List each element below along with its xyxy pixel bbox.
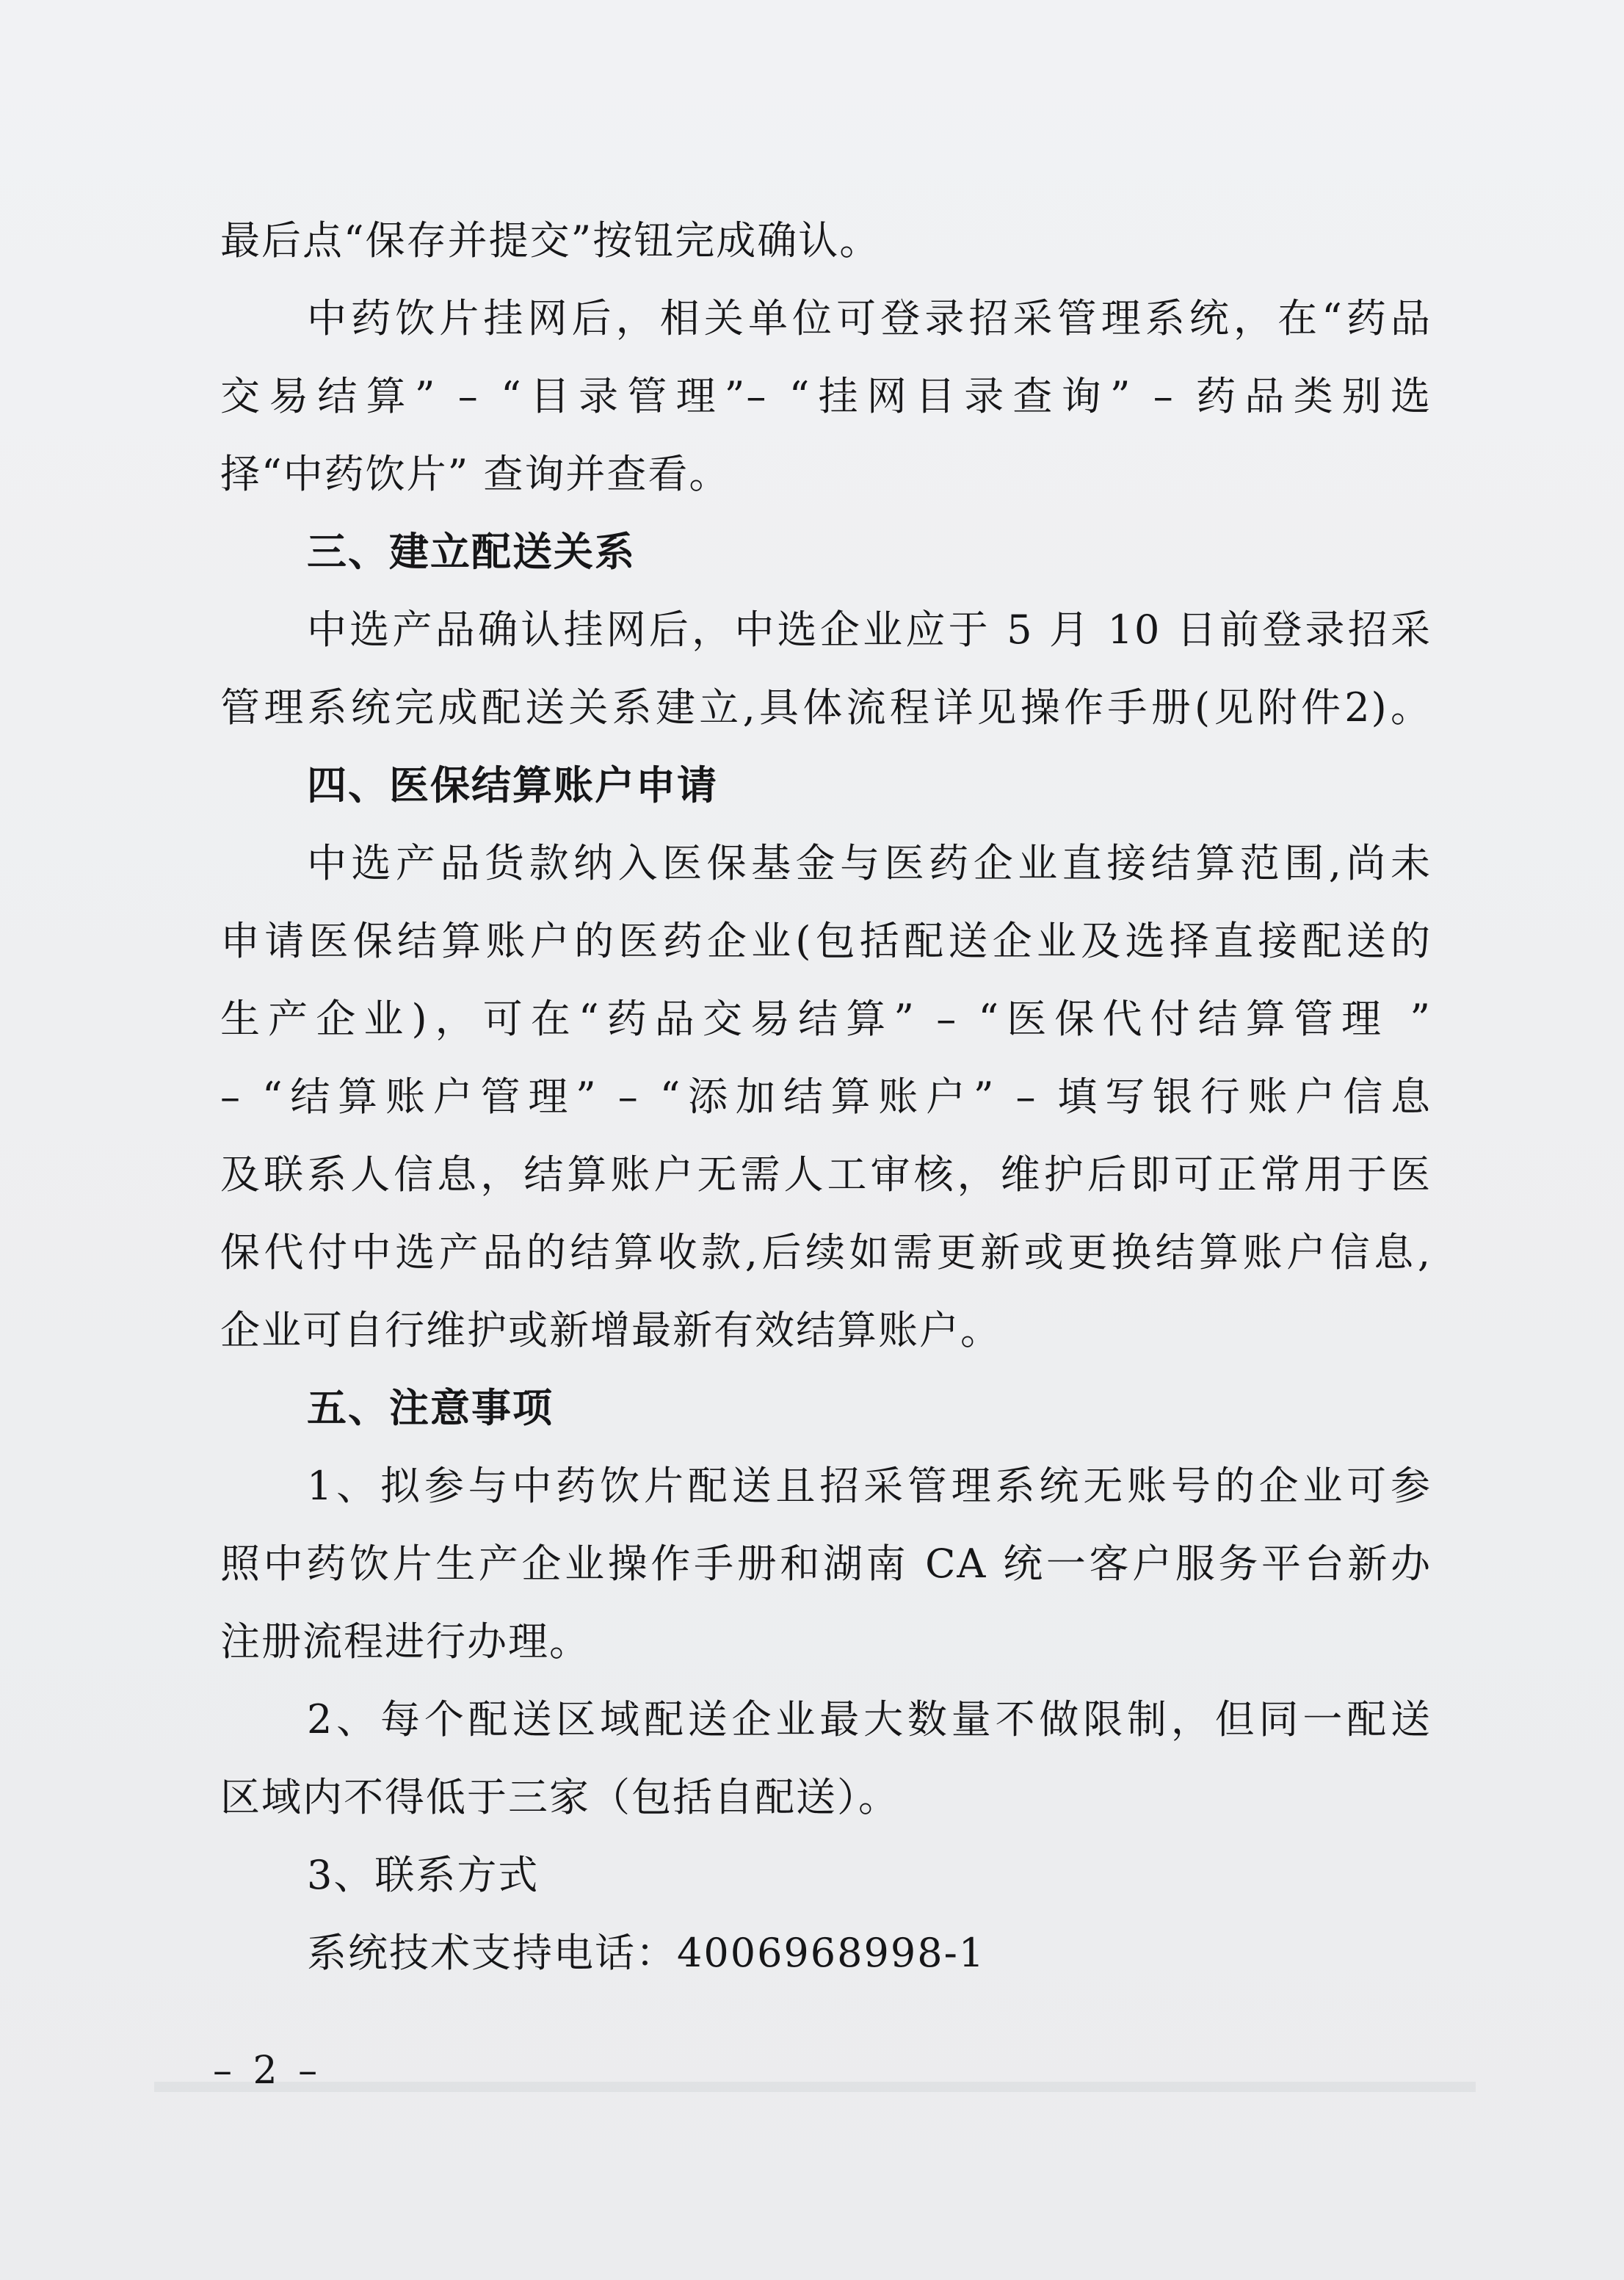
text-line: 保代付中选产品的结算收款,后续如需更新或更换结算账户信息, — [220, 1229, 1432, 1275]
text-line: 及联系人信息，结算账户无需人工审核，维护后即可正常用于医 — [220, 1151, 1432, 1198]
text-line: 1、拟参与中药饮片配送且招采管理系统无账号的企业可参 — [307, 1463, 1432, 1509]
text-line: 交易结算” – “目录管理”– “挂网目录查询” – 药品类别选 — [220, 373, 1432, 419]
text-line: 最后点“保存并提交”按钮完成确认。 — [220, 217, 881, 264]
text-line: 企业可自行维护或新增最新有效结算账户。 — [220, 1307, 1001, 1353]
text-line: 3、联系方式 — [307, 1852, 540, 1898]
text-line: 照中药饮片生产企业操作手册和湖南 CA 统一客户服务平台新办 — [220, 1541, 1432, 1587]
text-line: 申请医保结算账户的医药企业(包括配送企业及选择直接配送的 — [220, 918, 1432, 964]
text-line: 生产企业)，可在“药品交易结算” – “医保代付结算管理 ” — [220, 996, 1432, 1042]
text-line: 系统技术支持电话：4006968998-1 — [307, 1930, 986, 1976]
section-heading: 五、注意事项 — [307, 1385, 554, 1431]
text-line: 区域内不得低于三家（包括自配送）。 — [220, 1774, 899, 1820]
scan-shadow-band — [154, 2082, 1476, 2092]
page-number: – 2 – — [213, 2049, 322, 2093]
section-heading: 四、医保结算账户申请 — [307, 762, 718, 808]
text-line: 2、每个配送区域配送企业最大数量不做限制，但同一配送 — [307, 1696, 1432, 1742]
text-line: – “结算账户管理” – “添加结算账户” – 填写银行账户信息 — [220, 1074, 1432, 1120]
text-line: 中选产品确认挂网后，中选企业应于 5 月 10 日前登录招采 — [307, 607, 1432, 653]
text-line: 中选产品货款纳入医保基金与医药企业直接结算范围,尚未 — [307, 840, 1432, 886]
document-body — [220, 202, 1432, 1992]
text-line: 中药饮片挂网后，相关单位可登录招采管理系统，在“药品 — [307, 295, 1432, 341]
text-line: 注册流程进行办理。 — [220, 1618, 590, 1665]
text-line: 管理系统完成配送关系建立,具体流程详见操作手册(见附件2)。 — [220, 684, 1432, 731]
section-heading: 三、建立配送关系 — [307, 529, 636, 575]
text-line: 择“中药饮片” 查询并查看。 — [220, 451, 731, 497]
